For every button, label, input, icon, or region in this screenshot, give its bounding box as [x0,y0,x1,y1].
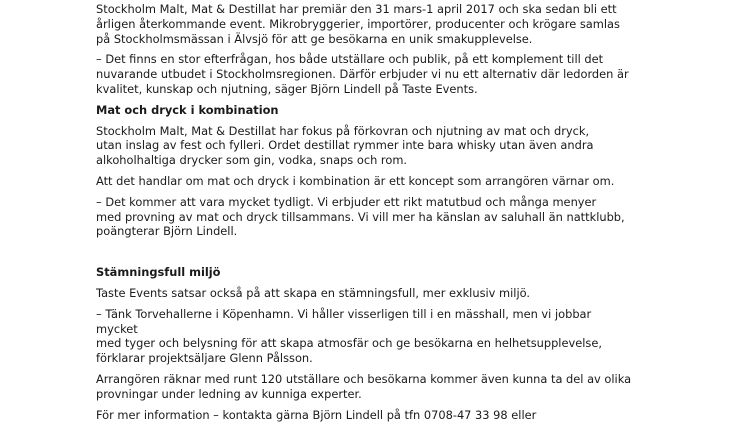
quote-paragraph: – Det finns en stor efterfrågan, hos både utställare och publik, på ett komplement till det nuvarande utbudet i Stockholmsregionen. Därför erbjuder vi nu ett alternativ där ledorden är kvalitet, kunskap och njutning, säger Björn Lindell på Taste Events. [96,52,629,96]
article-body [96,2,636,428]
body-paragraph: Arrangören räknar med runt 120 utställare och besökarna kommer även kunna ta del av olika provningar under ledning av kunniga experter. [96,371,632,401]
section-heading: Stämningsfull miljö [96,265,221,280]
quote-paragraph: – Det kommer att vara mycket tydligt. Vi erbjuder ett rikt matutbud och många menyer med provning av mat och dryck tillsammans. Vi vill mer ha känslan av saluhall än nattklubb, poängterar Björn Lindell. [96,194,625,239]
quote-paragraph: – Tänk Torvehallerne i Köpenhamn. Vi håller visserligen till i en mässhall, men vi jobbar mycket med tyger och belysning för att skapa atmosfär och ge besökarna en helhetsupplevelse, förklarar projektsäljare Glenn Pålsson. [96,306,602,366]
section-heading: Mat och dryck i kombination [96,102,279,117]
contact-paragraph: För mer information – kontakta gärna Björn Lindell på tfn 0708-47 33 98 eller [96,407,537,422]
body-paragraph: Taste Events satsar också på att skapa en stämningsfull, mer exklusiv miljö. [96,285,531,300]
body-paragraph: Stockholm Malt, Mat & Destillat har fokus på förkovran och njutning av mat och dryck, utan inslag av fest och fylleri. Ordet destillat rymmer inte bara whisky utan även andra alkoholhaltiga drycker som gin, vodka, snaps och rom. [96,123,594,168]
body-paragraph: Att det handlar om mat och dryck i kombination är ett koncept som arrangören värnar om. [96,173,615,188]
section-spacer [96,245,636,265]
intro-paragraph: Stockholm Malt, Mat & Destillat har premiär den 31 mars-1 april 2017 och ska sedan bli ett årligen återkommande event. Mikrobryggerier, importörer, producenter och krögare samlas på Stockholmsmässan i Älvsjö för att ge besökarna en unik smakupplevelse. [96,2,620,46]
